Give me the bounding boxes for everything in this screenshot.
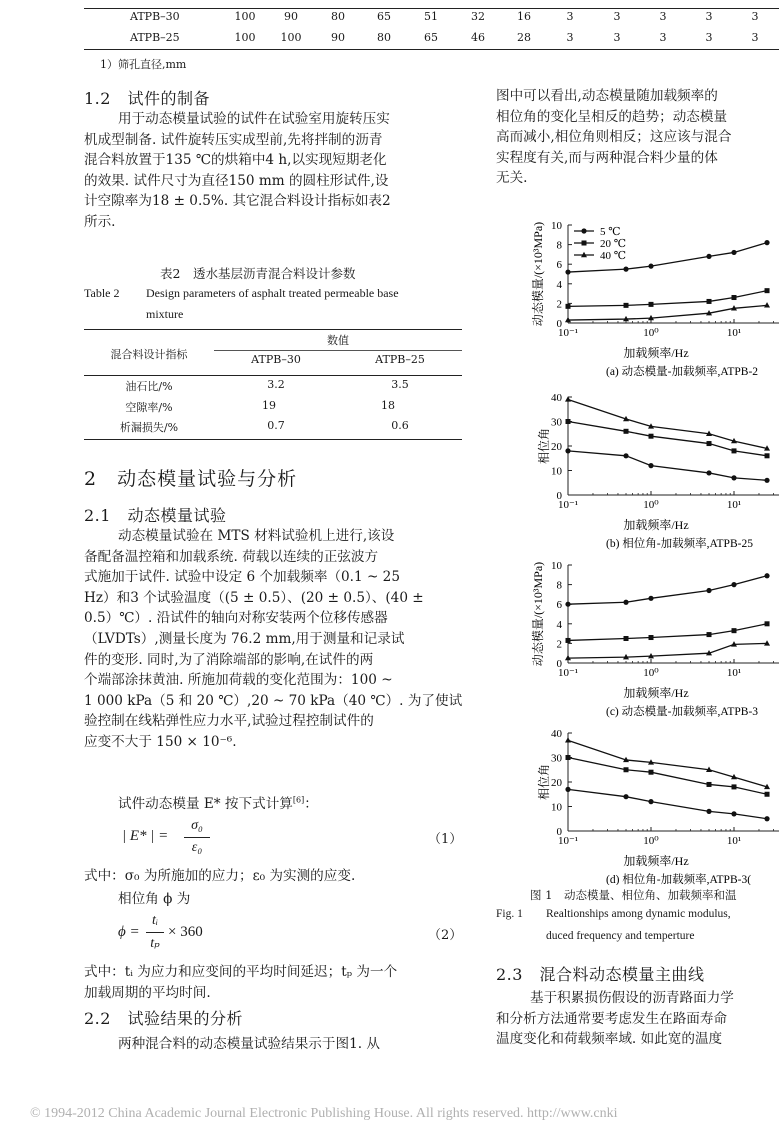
text-line: 混合料放置于135 ℃的烘箱中4 h,以实现短期老化	[84, 152, 387, 169]
series-line-t5	[568, 789, 767, 818]
table1-cell: 3	[613, 31, 621, 44]
data-point	[731, 811, 736, 816]
section-heading-2-2: 2.2 试验结果的分析	[84, 1009, 243, 1028]
text-line: 用于动态模量试验的试件在试验室用旋转压实	[118, 111, 390, 127]
equation-2-lhs: ϕ =	[118, 924, 140, 940]
equation-1-numerator: σ₀	[191, 818, 203, 833]
data-point	[706, 470, 711, 475]
x-tick-label: 10⁰	[643, 327, 659, 339]
x-axis-label: 加载频率/Hz	[623, 854, 689, 868]
data-point	[565, 787, 570, 792]
data-point	[565, 448, 570, 453]
equation-2-numerator: tᵢ	[151, 913, 159, 928]
data-point	[565, 737, 571, 742]
text-line: 1 000 kPa（5 和 20 ℃）,20 ~ 70 kPa（40 ℃）. 为了使试	[84, 692, 463, 709]
y-tick-label: 10	[551, 465, 562, 478]
data-point	[648, 799, 653, 804]
table1-cell: 100	[234, 10, 256, 23]
data-point	[566, 638, 571, 643]
table1-cell: 100	[280, 31, 302, 44]
data-point	[649, 434, 654, 439]
data-point	[624, 767, 629, 772]
table1-row-name: ATPB–25	[130, 31, 180, 44]
x-tick-label: 10⁻¹	[557, 835, 579, 847]
y-axis-label: 动态模量/(×10³MPa)	[531, 561, 545, 667]
table1-cell: 90	[331, 31, 345, 44]
table2-title-en: mixture	[146, 307, 184, 321]
series-line-t40	[568, 399, 767, 448]
data-point	[731, 475, 736, 480]
equation-2-rhs: × 360	[168, 924, 203, 940]
text-line: 计空隙率为18 ± 0.5%. 其它混合料设计指标如表2	[84, 193, 391, 210]
equation-2-where: 式中：tᵢ 为应力和应变间的平均时间延迟；tₚ 为一个	[84, 964, 398, 980]
y-tick-label: 40	[551, 728, 562, 740]
equation-1-denominator: ε₀	[191, 840, 203, 855]
paragraph-master-curve	[496, 988, 779, 1050]
data-point	[764, 478, 769, 483]
data-point	[732, 448, 737, 453]
figure-1-caption-cn: 图 1 动态模量、相位角、加载频率和温	[530, 888, 737, 902]
text-line: 图中可以看出,动态模量随加载频率的	[496, 88, 718, 104]
table2-label-en: Table 2	[84, 286, 120, 300]
table1-row-name: ATPB–30	[130, 10, 180, 23]
panel-subtitle: (d) 相位角-加载频率,ATPB-3(	[606, 874, 752, 885]
table2-header-value: 数值	[327, 334, 349, 347]
table2-cell: 3.2	[267, 378, 285, 391]
y-tick-label: 30	[551, 752, 562, 765]
table1-cell: 3	[566, 31, 574, 44]
text-line: 基于积累损伤假设的沥青路面力学	[530, 990, 734, 1006]
data-point	[624, 303, 629, 308]
formula-intro-text: 试件动态模量 E* 按下式计算	[118, 796, 293, 812]
y-tick-label: 10	[551, 220, 562, 232]
table1-cell: 3	[751, 31, 759, 44]
panel-subtitle: (a) 动态模量-加载频率,ATPB-2	[606, 366, 759, 378]
text-line: 机成型制备. 试件旋转压实成型前,先将拌制的沥青	[84, 131, 383, 148]
text-line: 0.5）℃）. 沿试件的轴向对称安装两个位移传感器	[84, 610, 388, 627]
x-tick-label: 10¹	[726, 835, 742, 847]
data-point	[707, 782, 712, 787]
table2-cell: 18	[381, 399, 395, 412]
y-axis-label: 相位角	[537, 763, 551, 801]
text-line: 两种混合料的动态模量试验结果示于图1. 从	[118, 1036, 380, 1052]
text-line: 的效果. 试件尺寸为直径150 mm 的圆柱形试件,设	[84, 172, 389, 189]
table1-footnote: 1）筛孔直径,mm	[100, 58, 187, 71]
table1-cell: 46	[471, 31, 485, 44]
equation-2-denominator: tₚ	[150, 936, 160, 951]
x-tick-label: 10¹	[726, 499, 742, 511]
table1-cell: 16	[517, 10, 531, 23]
table2-title-en: Design parameters of asphalt treated permeable base	[146, 286, 399, 300]
table1-cell: 65	[424, 31, 438, 44]
data-point	[648, 264, 653, 269]
data-point	[764, 573, 769, 578]
paragraph-results	[496, 86, 779, 189]
legend-label: 5 ℃	[600, 226, 621, 238]
y-tick-label: 0	[556, 490, 562, 502]
table1-cell: 51	[424, 10, 438, 23]
table1-cell: 28	[517, 31, 531, 44]
text-line: 和分析方法通常要考虑发生在路面寿命	[496, 1010, 728, 1027]
data-point	[706, 809, 711, 814]
x-tick-label: 10⁰	[643, 835, 659, 847]
y-tick-label: 6	[556, 599, 562, 612]
y-tick-label: 40	[551, 392, 562, 404]
data-point	[565, 602, 570, 607]
figure-1-caption-en: duced frequency and temperture	[546, 930, 695, 942]
text-line: 个端部涂抹黄油. 所施加荷载的变化范围为：100 ~	[84, 672, 393, 689]
data-point	[707, 632, 712, 637]
table2-row-name: 析漏损失/%	[119, 421, 179, 434]
legend-label: 20 ℃	[600, 238, 627, 250]
series-line-t20	[568, 758, 767, 795]
data-point	[649, 635, 654, 640]
data-point	[566, 419, 571, 424]
data-point	[765, 792, 770, 797]
y-tick-label: 2	[556, 638, 562, 651]
citation-ref: [6]	[292, 795, 305, 805]
equation-1-where: 式中：σ₀ 为所施加的应力；ε₀ 为实测的应变.	[84, 868, 356, 884]
data-point	[566, 304, 571, 309]
x-tick-label: 10⁻¹	[557, 327, 579, 339]
text-line: 温度变化和荷载频率域. 如此宽的温度	[496, 1031, 723, 1048]
table1-cell: 65	[377, 10, 391, 23]
equation-2-number: （2）	[428, 928, 463, 943]
data-point	[624, 636, 629, 641]
series-line-t20	[568, 422, 767, 456]
table1-cell: 3	[705, 10, 713, 23]
y-tick-label: 0	[556, 826, 562, 838]
y-tick-label: 6	[556, 259, 562, 272]
legend-marker	[581, 228, 586, 233]
text-line: 所示.	[84, 213, 116, 230]
data-point	[623, 453, 628, 458]
series-line-t20	[568, 624, 767, 641]
section-heading-2-3: 2.3 混合料动态模量主曲线	[496, 965, 705, 984]
y-tick-label: 10	[551, 560, 562, 572]
table1-cell: 3	[659, 10, 667, 23]
y-tick-label: 4	[556, 618, 562, 631]
table2-row-name: 油石比/%	[125, 380, 173, 393]
data-point	[706, 254, 711, 259]
y-tick-label: 8	[556, 579, 562, 592]
x-tick-label: 10¹	[726, 667, 742, 679]
data-point	[732, 628, 737, 633]
table1-cell: 90	[284, 10, 298, 23]
series-line-t40	[568, 643, 767, 658]
table2-col-atpb30: ATPB–30	[251, 353, 301, 366]
data-point	[648, 463, 653, 468]
data-point	[707, 441, 712, 446]
table1-cell: 100	[234, 31, 256, 44]
table1-cell: 80	[377, 31, 391, 44]
y-tick-label: 10	[551, 801, 562, 814]
data-point	[764, 240, 769, 245]
x-tick-label: 10⁻¹	[557, 499, 579, 511]
text-line: 动态模量试验在 MTS 材料试验机上进行,该设	[118, 528, 395, 544]
text-line: 式施加于试件. 试验中设定 6 个加载频率（0.1 ~ 25	[84, 569, 400, 586]
text-line: 实程度有关,而与两种混合料少量的体	[496, 149, 718, 166]
text-line: 应变不大于 150 × 10⁻⁶.	[84, 733, 237, 750]
data-point	[624, 429, 629, 434]
x-axis-label: 加载频率/Hz	[623, 686, 689, 700]
section-heading-2: 2 动态模量试验与分析	[84, 468, 298, 490]
table1-cell: 3	[751, 10, 759, 23]
legend-marker	[582, 241, 587, 246]
x-tick-label: 10⁰	[643, 667, 659, 679]
paragraph-dynamic-test	[84, 526, 462, 753]
figure-1	[496, 205, 779, 885]
text-line: 高而减小,相位角则相反；这应该与混合	[496, 129, 732, 146]
table2-header-index: 混合料设计指标	[110, 348, 188, 361]
text-line: 件的变形. 同时,为了消除端部的影响,在试件的两	[84, 651, 374, 668]
data-point	[566, 755, 571, 760]
data-point	[731, 250, 736, 255]
data-point	[623, 267, 628, 272]
series-line-t5	[568, 243, 767, 272]
y-tick-label: 4	[556, 278, 562, 291]
text-line: 验控制在线粘弹性应力水平,试验过程控制试件的	[84, 713, 374, 730]
table2-cell: 0.7	[267, 419, 285, 432]
figure-1-label-en: Fig. 1	[496, 908, 523, 920]
figure-1-caption-en: Realtionships among dynamic modulus,	[546, 908, 731, 920]
y-tick-label: 20	[551, 441, 562, 453]
table2-cell: 19	[262, 399, 276, 412]
formula-intro: 试件动态模量 E* 按下式计算[6]：	[118, 795, 318, 812]
equation-1-number: （1）	[428, 832, 463, 847]
legend-label: 40 ℃	[600, 250, 627, 262]
x-tick-label: 10¹	[726, 327, 742, 339]
x-tick-label: 10⁰	[643, 499, 659, 511]
equation-2-where: 加载周期的平均时间.	[84, 985, 211, 1001]
data-point	[649, 302, 654, 307]
series-line-t5	[568, 576, 767, 604]
paragraph-sample-prep	[84, 109, 462, 233]
y-tick-label: 30	[551, 416, 562, 429]
phase-intro: 相位角 ϕ 为	[118, 891, 191, 907]
x-axis-label: 加载频率/Hz	[623, 518, 689, 532]
data-point	[765, 453, 770, 458]
table1-cell: 3	[566, 10, 574, 23]
text-line: 备配备温控箱和加载系统. 荷载以连续的正弦波方	[84, 548, 379, 565]
data-point	[707, 299, 712, 304]
data-point	[648, 596, 653, 601]
table2-row-name: 空隙率/%	[125, 401, 173, 414]
y-tick-label: 0	[556, 658, 562, 670]
series-line-t20	[568, 291, 767, 307]
data-point	[732, 784, 737, 789]
footer-copyright: © 1994-2012 China Academic Journal Electronic Publishing House. All rights reserved. http://www.cnki	[30, 1106, 618, 1121]
table2-cell: 0.6	[391, 419, 409, 432]
data-point	[565, 269, 570, 274]
data-point	[623, 600, 628, 605]
data-point	[765, 288, 770, 293]
y-tick-label: 0	[556, 318, 562, 330]
y-tick-label: 2	[556, 298, 562, 311]
data-point	[731, 582, 736, 587]
table2-cell: 3.5	[391, 378, 409, 391]
y-axis-label: 动态模量/(×10³MPa)	[531, 221, 545, 327]
series-line-t40	[568, 305, 767, 320]
equation-1-lhs: | E* | =	[122, 828, 169, 844]
table1-cell: 3	[613, 10, 621, 23]
data-point	[623, 794, 628, 799]
y-tick-label: 8	[556, 239, 562, 252]
data-point	[706, 588, 711, 593]
y-axis-label: 相位角	[537, 427, 551, 465]
data-point	[732, 295, 737, 300]
text-line: Hz）和3 个试验温度（(5 ± 0.5）、(20 ± 0.5）、(40 ±	[84, 589, 424, 606]
panel-subtitle: (c) 动态模量-加载频率,ATPB-3	[606, 706, 759, 718]
data-point	[764, 816, 769, 821]
data-point	[764, 302, 770, 307]
table1-cell: 3	[659, 31, 667, 44]
data-point	[649, 770, 654, 775]
series-line-t5	[568, 451, 767, 480]
section-heading-2-1: 2.1 动态模量试验	[84, 506, 227, 525]
table1-cell: 32	[471, 10, 485, 23]
x-tick-label: 10⁻¹	[557, 667, 579, 679]
table1-cell: 3	[705, 31, 713, 44]
panel-subtitle: (b) 相位角-加载频率,ATPB-25	[606, 538, 753, 550]
table1-cell: 80	[331, 10, 345, 23]
section-heading-1-2: 1.2 试件的制备	[84, 89, 210, 108]
x-axis-label: 加载频率/Hz	[623, 346, 689, 360]
text-line: 无关.	[496, 170, 528, 187]
data-point	[765, 621, 770, 626]
text-line: （LVDTs）,测量长度为 76.2 mm,用于测量和记录试	[84, 630, 405, 647]
y-tick-label: 20	[551, 777, 562, 789]
table2-title-cn: 表2 透水基层沥青混合料设计参数	[160, 266, 356, 281]
text-line: 相位角的变化呈相反的趋势；动态模量	[496, 108, 728, 125]
table2-col-atpb25: ATPB–25	[375, 353, 425, 366]
